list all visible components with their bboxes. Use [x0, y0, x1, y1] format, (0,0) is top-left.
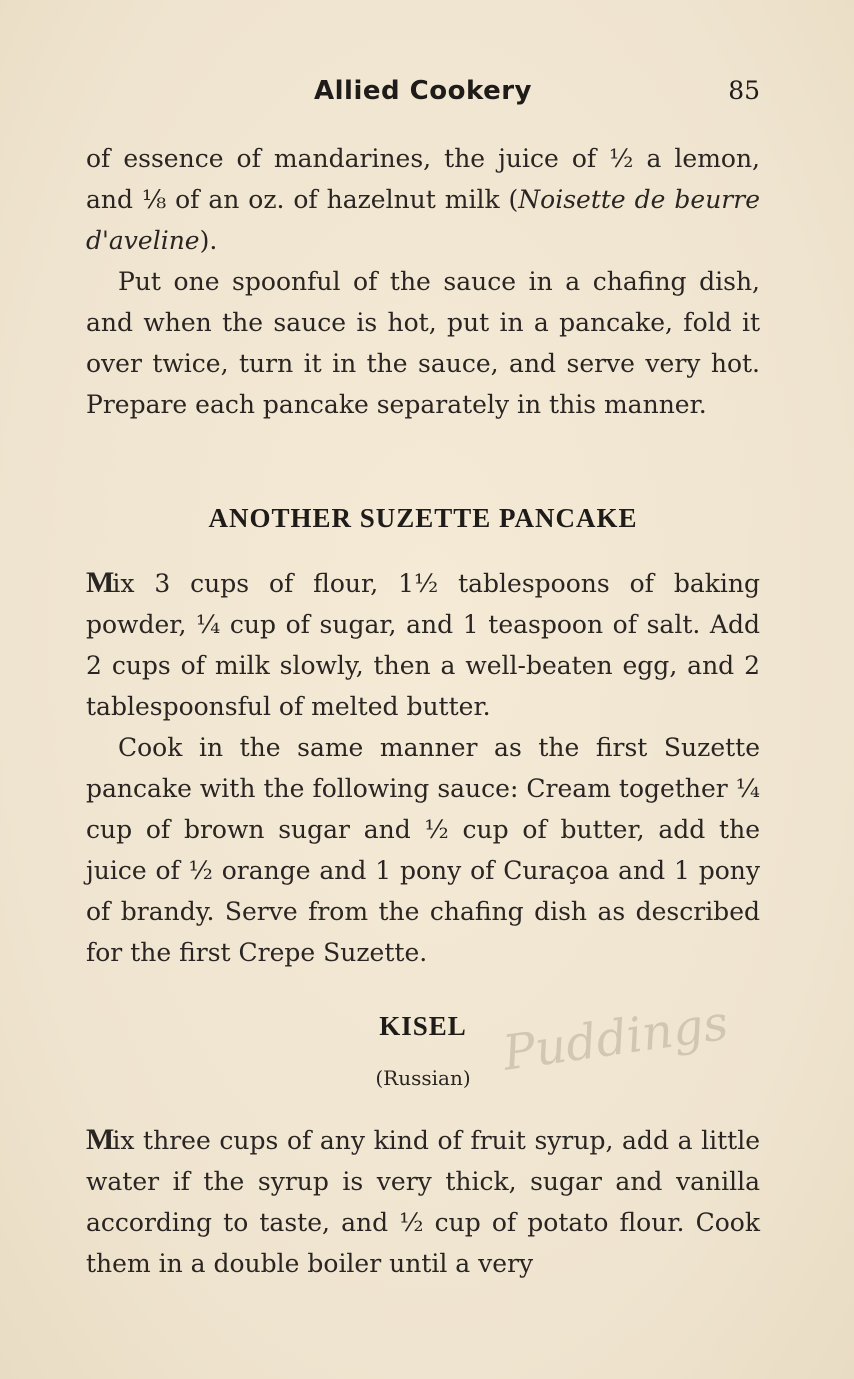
- intro-paragraph-1-italic: Noisette de beurre d'aveline: [86, 185, 760, 255]
- pencil-annotation: Puddings: [499, 994, 732, 1082]
- page-number: 85: [728, 76, 760, 105]
- intro-text: [86, 138, 760, 425]
- dropcap-m: M: [86, 566, 113, 599]
- running-title: Allied Cookery: [314, 76, 532, 106]
- section-subheading-russian: (Russian): [375, 1066, 471, 1090]
- section1-text: [86, 562, 760, 973]
- section2-text: [86, 1119, 760, 1284]
- section-heading-another-suzette: ANOTHER SUZETTE PANCAKE: [208, 503, 638, 533]
- dropcap-m-2: M: [86, 1123, 113, 1156]
- section-heading-kisel: KISEL: [379, 1011, 467, 1041]
- intro-paragraph-2: Put one spoonful of the sauce in a chafing dish, and when the sauce is hot, put in a pancake, fold it over twice, turn it in the sauce, and serve very hot. Prepare each pancake separately in this manner.: [86, 267, 760, 419]
- section2-paragraph-1: [86, 1119, 760, 1284]
- section2-paragraph-1-text: ix three cups of any kind of fruit syrup, add a little water if the syrup is very thick, sugar and vanilla according to taste, and ½ cup of potato flour. Cook them in a double boiler until a very: [86, 1126, 760, 1278]
- intro-paragraph-1: [86, 138, 760, 261]
- section1-paragraph-1-text: ix 3 cups of flour, 1½ tablespoons of baking powder, ¼ cup of sugar, and 1 teaspoon of salt. Add 2 cups of milk slowly, then a well-beaten egg, and 2 tablespoonsful of melted butter.: [86, 569, 760, 721]
- intro-paragraph-1-end: ).: [199, 226, 218, 255]
- running-head: [86, 74, 760, 114]
- section1-paragraph-1: [86, 562, 760, 727]
- section1-paragraph-2: Cook in the same manner as the first Suzette pancake with the following sauce: Cream together ¼ cup of brown sugar and ½ cup of butter, add the juice of ½ orange and 1 pony of Curaçoa and 1 pony of brandy. Serve from the chafing dish as described for the first Crepe Suzette.: [86, 733, 760, 967]
- intro-paragraph-1-text: of essence of mandarines, the juice of ½ a lemon, and ⅛ of an oz. of hazelnut milk (: [86, 144, 760, 214]
